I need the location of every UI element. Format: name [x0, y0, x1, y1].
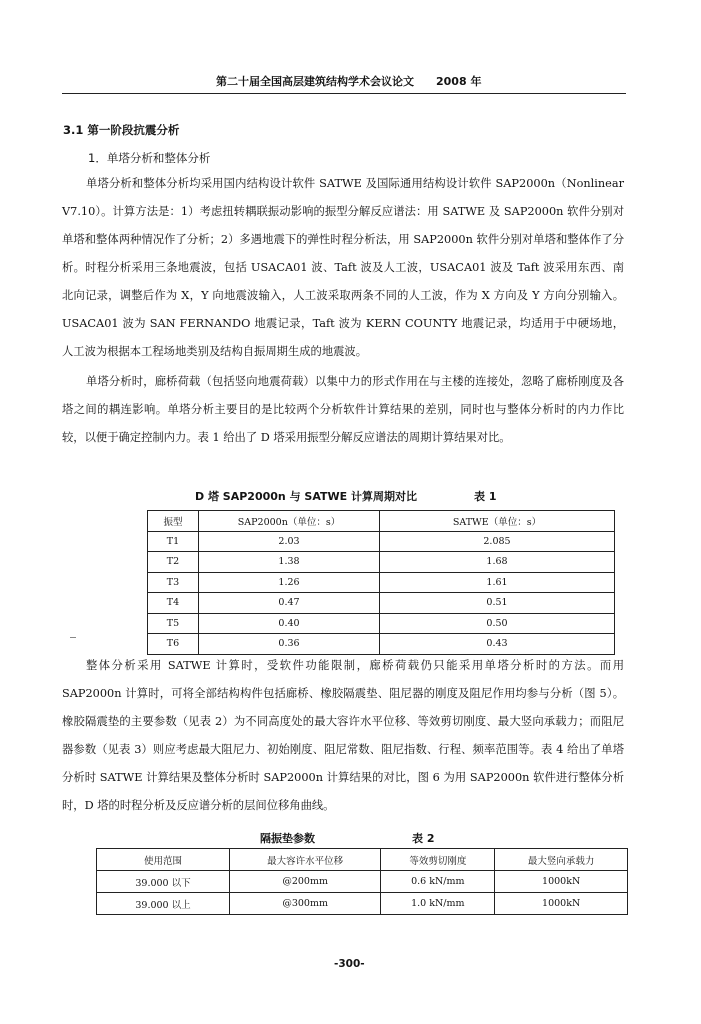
table-cell: 1000kN — [495, 871, 628, 893]
table-row — [97, 871, 628, 893]
running-header — [216, 73, 516, 89]
table-cell: T3 — [148, 572, 199, 593]
table-cell: 0.51 — [380, 593, 615, 614]
table-cell: 2.03 — [199, 531, 380, 552]
table-cell: 1.26 — [199, 572, 380, 593]
table-cell: 1.38 — [199, 552, 380, 573]
table-header-cell: 使用范围 — [97, 849, 230, 871]
table-header-row — [97, 849, 628, 871]
table-cell: 0.43 — [380, 634, 615, 655]
table-row — [148, 634, 615, 655]
paragraph-global-analysis: 整体分析采用 SATWE 计算时，受软件功能限制，廊桥荷载仍只能采用单塔分析时的方法。而用 SAP2000n 计算时，可将全部结构构件包括廊桥、橡胶隔震垫、阻尼器的刚度及阻尼作用均参与分析（图 5）。橡胶隔震垫的主要参数（见表 2）为不同高度处的最大容许水平位移、等效剪切刚度、最大竖向承载力；而阻尼器参数（见表 3）则应考虑最大阻尼力、初始刚度、阻尼常数、阻尼指数、行程、频率范围等。表 4 给出了单塔分析时 SATWE 计算结果及整体分析时 SAP2000n 计算结果的对比，图 6 为用 SAP2000n 软件进行整体分析时，D 塔的时程分析及反应谱分析的层间位移角曲线。 — [62, 659, 624, 812]
header-rule — [62, 93, 626, 94]
isolator-parameters-table — [96, 848, 628, 915]
table2-caption: 隔振垫参数 — [260, 832, 315, 845]
table-cell: 0.6 kN/mm — [381, 871, 495, 893]
table-cell: 0.40 — [199, 613, 380, 634]
table-cell: 0.47 — [199, 593, 380, 614]
table-cell: T1 — [148, 531, 199, 552]
table-cell: 0.36 — [199, 634, 380, 655]
table-cell: T6 — [148, 634, 199, 655]
table-cell: T4 — [148, 593, 199, 614]
table1-caption: D 塔 SAP2000n 与 SATWE 计算周期对比 — [195, 490, 417, 503]
table-header-cell: SATWE（单位：s） — [380, 511, 615, 532]
table-cell: 2.085 — [380, 531, 615, 552]
table1-number: 表 1 — [474, 490, 497, 503]
paragraph-analysis-methods: 单塔分析和整体分析均采用国内结构设计软件 SATWE 及国际通用结构设计软件 SAP2000n（Nonlinear V7.10）。计算方法是：1）考虑扭转耦联振动影响的振型分解反应谱法：用 SATWE 及 SAP2000n 软件分别对单塔和整体两种情况作了分析；2）多遇地震下的弹性时程分析法，用 SAP2000n 软件分别对单塔和整体作了分析。时程分析采用三条地震波，包括 USACA01 波、Taft 波及人工波，USACA01 波及 Taft 波采用东西、南北向记录，调整后作为 X，Y 向地震波输入，人工波采取两条不同的人工波，作为 X 方向及 Y 方向分别输入。USACA01 波为 SAN FERNANDO 地震记录，Taft 波为 KERN COUNTY 地震记录，均适用于中硬场地，人工波为根据本工程场地类别及结构自振周期生成的地震波。 — [62, 177, 624, 358]
table-header-cell: 振型 — [148, 511, 199, 532]
table-cell: 1.68 — [380, 552, 615, 573]
table-row — [148, 531, 615, 552]
table2-number: 表 2 — [412, 832, 435, 845]
table-row — [148, 572, 615, 593]
table-cell: 1000kN — [495, 893, 628, 915]
table-header-row — [148, 511, 615, 532]
page-number: -300- — [334, 958, 365, 970]
period-comparison-table — [147, 510, 615, 655]
table-header-cell: 等效剪切刚度 — [381, 849, 495, 871]
table-row — [148, 613, 615, 634]
table-cell: 39.000 以上 — [97, 893, 230, 915]
table-header-cell: 最大容许水平位移 — [230, 849, 381, 871]
header-year: 2008 年 — [436, 75, 482, 88]
paragraph-single-tower: 单塔分析时，廊桥荷载（包括竖向地震荷载）以集中力的形式作用在与主楼的连接处，忽略了廊桥刚度及各塔之间的耦连影响。单塔分析主要目的是比较两个分析软件计算结果的差别，同时也与整体分析时的内力作比较，以便于确定控制内力。表 1 给出了 D 塔采用振型分解反应谱法的周期计算结果对比。 — [62, 375, 624, 444]
table-header-cell: 最大竖向承载力 — [495, 849, 628, 871]
table-row — [97, 893, 628, 915]
table-cell: 39.000 以下 — [97, 871, 230, 893]
table-cell: T5 — [148, 613, 199, 634]
table-row — [148, 593, 615, 614]
table-cell: @300mm — [230, 893, 381, 915]
header-title: 第二十届全国高层建筑结构学术会议论文 — [216, 75, 414, 88]
table-cell: T2 — [148, 552, 199, 573]
table-row — [148, 552, 615, 573]
section-title: 3.1 第一阶段抗震分析 — [63, 123, 180, 137]
table-cell: 0.50 — [380, 613, 615, 634]
scan-mark — [70, 637, 76, 638]
table-header-cell: SAP2000n（单位：s） — [199, 511, 380, 532]
subsection-title: 1．单塔分析和整体分析 — [88, 151, 211, 165]
table-cell: 1.61 — [380, 572, 615, 593]
table-cell: 1.0 kN/mm — [381, 893, 495, 915]
table-cell: @200mm — [230, 871, 381, 893]
